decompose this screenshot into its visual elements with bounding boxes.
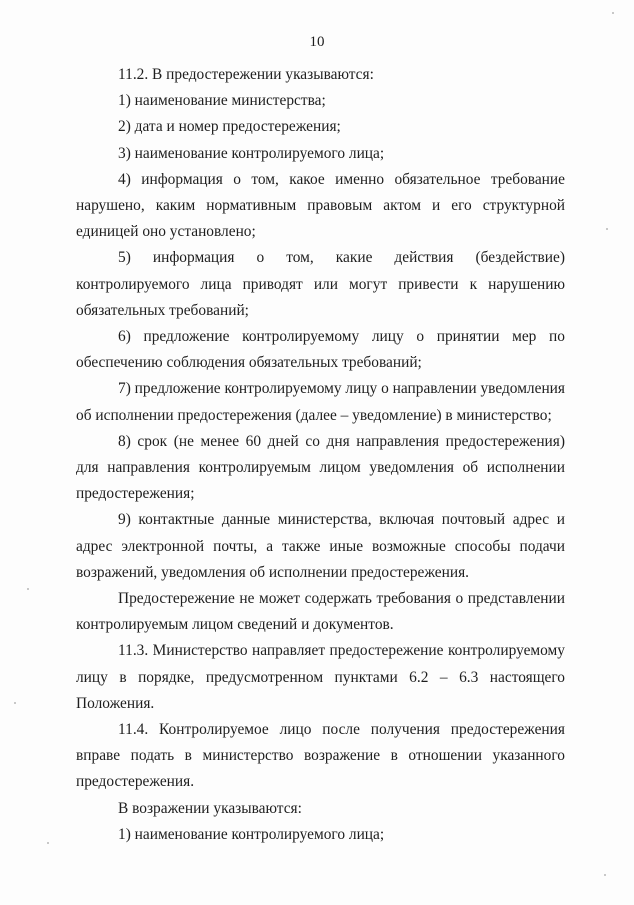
scan-speck (606, 228, 608, 230)
list-item-3: 3) наименование контролируемого лица; (118, 144, 385, 162)
paragraph-11-3: 11.3. Министерство направляет предостережение контролируемому лицу в порядке, предусмотренном пунктами 6.2 – 6.3 настоящего Положения. (76, 642, 565, 712)
list-item-2: 2) дата и номер предостережения; (118, 118, 341, 136)
scan-speck (612, 12, 614, 14)
scan-speck (47, 842, 49, 844)
objection-list-item-1: 1) наименование контролируемого лица; (118, 825, 385, 843)
page-number: 10 (309, 34, 325, 50)
list-item-7: 7) предложение контролируемому лицу о направлении уведомления об исполнении предостережения (далее – уведомление) в министерство; (76, 380, 565, 424)
list-item-5: 5) информация о том, какие действия (бездействие) контролируемого лица приводят или могут привести к нарушению обязательных требований; (76, 249, 565, 319)
paragraph-warning-note: Предостережение не может содержать требования о представлении контролируемым лицом сведений и документов. (76, 590, 565, 634)
paragraph-11-2: 11.2. В предостережении указываются: (118, 66, 374, 83)
paragraph-11-4: 11.4. Контролируемое лицо после получения предостережения вправе подать в министерство возражение в отношении указанного предостережения. (76, 721, 565, 791)
list-item-9: 9) контактные данные министерства, включая почтовый адрес и адрес электронной почты, а также иные возможные способы подачи возражений, уведомления об исполнении предостережения. (76, 511, 565, 581)
list-item-1: 1) наименование министерства; (118, 92, 326, 110)
list-item-6: 6) предложение контролируемому лицу о принятии мер по обеспечению соблюдения обязательных требований; (76, 328, 565, 372)
scan-speck (14, 702, 16, 704)
list-item-4: 4) информация о том, какое именно обязательное требование нарушено, каким нормативным правовым актом и его структурной единицей оно установлено; (76, 170, 565, 241)
paragraph-objection-intro: В возражении указываются: (118, 799, 302, 817)
scan-speck (27, 588, 29, 590)
list-item-8: 8) срок (не менее 60 дней со дня направления предостережения) для направления контролируемым лицом уведомления об исполнении предостережения; (76, 432, 565, 503)
document-body (76, 62, 565, 848)
scan-speck (604, 874, 606, 876)
